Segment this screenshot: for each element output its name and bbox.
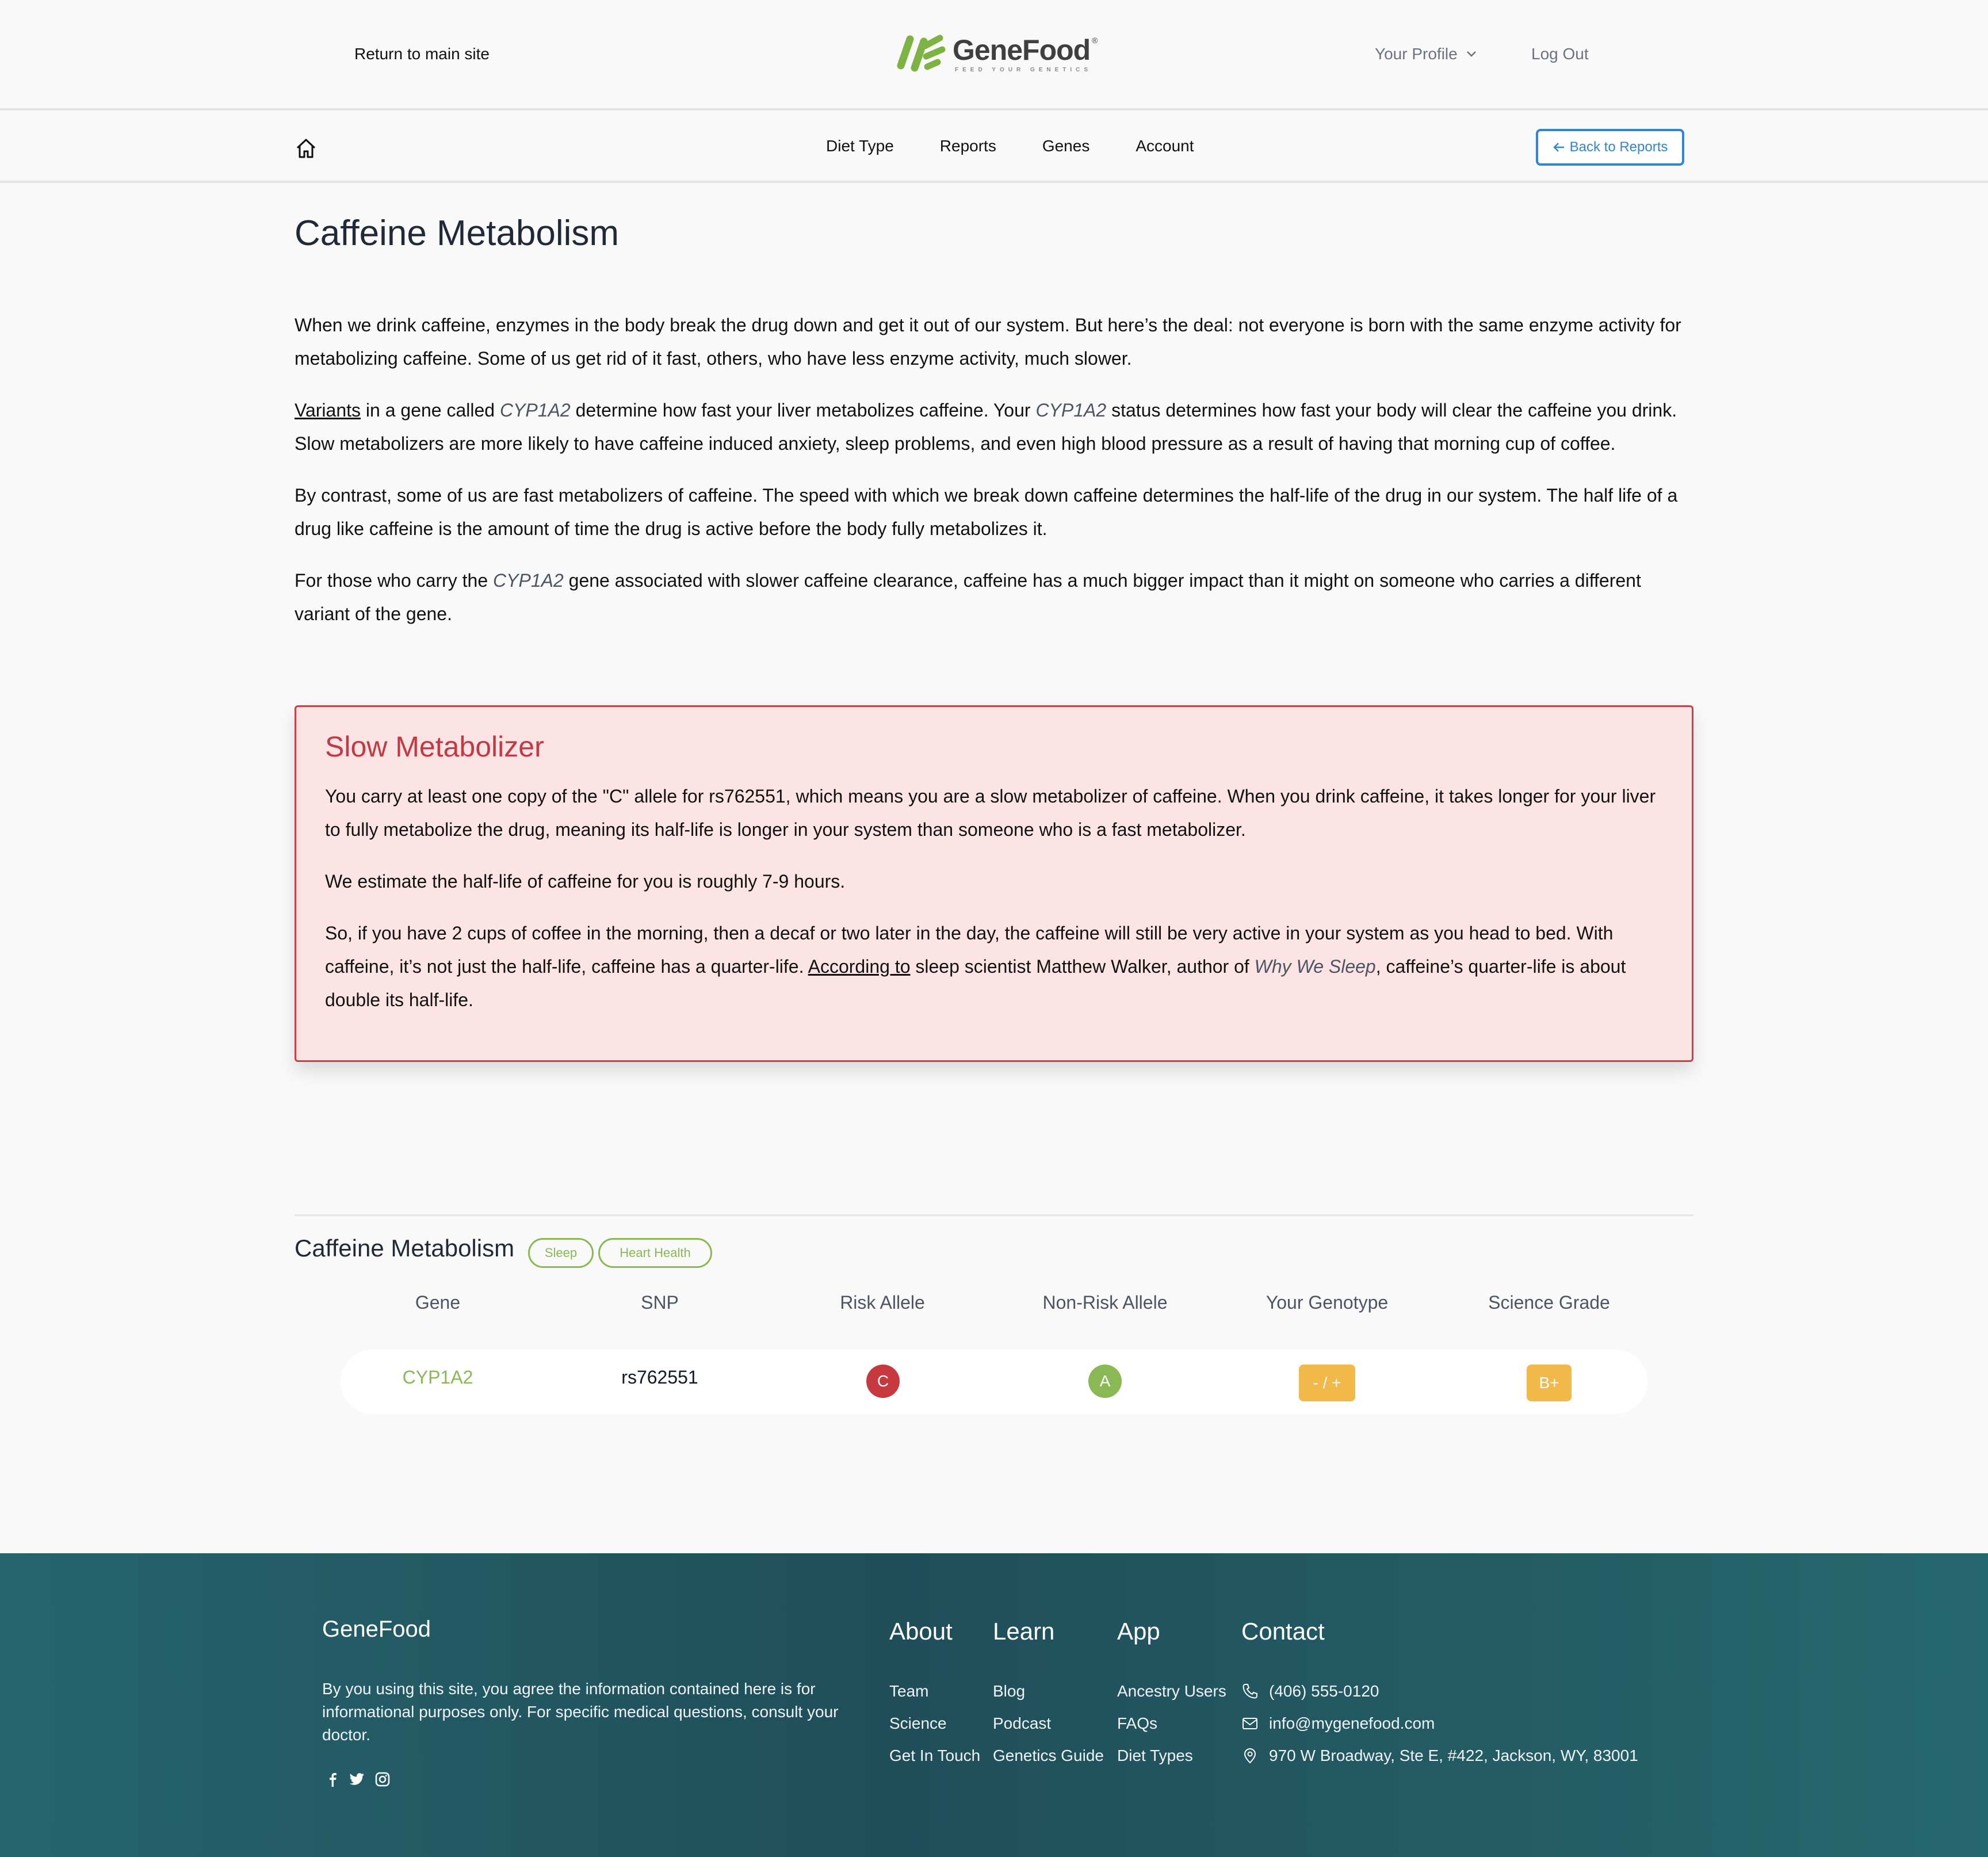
phone-icon <box>1241 1683 1259 1700</box>
chevron-down-icon <box>1466 50 1477 58</box>
gene-name: CYP1A2 <box>499 400 571 421</box>
alert-p3-text-a: So, if you have 2 cups of coffee in the morning, then a decaf or two later in the day, the caffeine will still be very active in your system as you head to bed. With caffeine, it’s not just the half-life, caffeine has a quarter-life. <box>325 923 1614 977</box>
contact-email[interactable] <box>1241 1707 1638 1740</box>
contact-phone[interactable] <box>1241 1675 1638 1707</box>
twitter-icon[interactable] <box>349 1772 365 1786</box>
intro-p4-text-a: For those who carry the <box>295 570 494 591</box>
footer-link-podcast[interactable]: Podcast <box>993 1714 1052 1732</box>
intro-paragraph-3: By contrast, some of us are fast metabolizers of caffeine. The speed with which we break down caffeine determines the half-life of the drug in our system. The half life of a drug like caffeine is the amount of time the drug is active before the body fully metabolizes it. <box>295 485 1678 539</box>
alert-paragraph-3 <box>325 916 1663 1017</box>
contact-phone-text: (406) 555-0120 <box>1269 1682 1379 1700</box>
footer-contact-title: Contact <box>1241 1618 1325 1645</box>
tag-heart-health[interactable]: Heart Health <box>598 1238 712 1268</box>
column-header-science-grade: Science Grade <box>1488 1292 1610 1313</box>
footer-about-list <box>889 1675 980 1772</box>
your-profile-dropdown[interactable] <box>1375 45 1477 63</box>
column-header-risk-allele: Risk Allele <box>840 1292 925 1313</box>
column-header-snp: SNP <box>641 1292 679 1313</box>
contact-address <box>1241 1740 1638 1772</box>
top-header <box>0 0 1988 110</box>
intro-p4-text-b: gene associated with slower caffeine clearance, caffeine has a much bigger impact than it might on someone who carries a different variant of the gene. <box>295 570 1641 624</box>
footer-link-genetics-guide[interactable]: Genetics Guide <box>993 1747 1104 1764</box>
footer-app-title: App <box>1117 1618 1160 1645</box>
logo-registered-mark: ® <box>1092 36 1098 45</box>
footer-brand: GeneFood <box>322 1617 431 1642</box>
social-links <box>327 1772 390 1787</box>
snp-value: rs762551 <box>621 1367 698 1388</box>
nav-genes[interactable]: Genes <box>1042 137 1090 155</box>
footer-about-title: About <box>889 1618 953 1645</box>
contact-email-text: info@mygenefood.com <box>1269 1714 1435 1732</box>
nav-account[interactable]: Account <box>1136 137 1194 155</box>
logo-tagline: FEED YOUR GENETICS <box>955 67 1092 73</box>
intro-paragraph-2 <box>295 393 1689 460</box>
footer-link-get-in-touch[interactable]: Get In Touch <box>889 1747 981 1764</box>
contact-address-text: 970 W Broadway, Ste E, #422, Jackson, WY, 83001 <box>1269 1747 1638 1764</box>
alert-p3-text-b: sleep scientist Matthew Walker, author of <box>910 956 1255 977</box>
gene-link[interactable]: CYP1A2 <box>402 1367 473 1388</box>
log-out-link[interactable]: Log Out <box>1531 45 1589 63</box>
alert-title: Slow Metabolizer <box>325 731 544 763</box>
intro-p2-text-a: in a gene called <box>361 400 500 421</box>
footer-app-list <box>1117 1675 1226 1772</box>
footer-link-science[interactable]: Science <box>889 1714 947 1732</box>
according-to-link[interactable]: According to <box>808 956 911 977</box>
variants-link[interactable]: Variants <box>295 400 361 421</box>
home-icon[interactable] <box>295 137 318 160</box>
slow-metabolizer-alert <box>295 705 1693 1062</box>
arrow-left-icon <box>1553 142 1565 152</box>
nav-links <box>826 137 1194 155</box>
footer-link-faqs[interactable]: FAQs <box>1117 1714 1158 1732</box>
genefood-logo[interactable] <box>889 31 1108 77</box>
back-to-reports-label: Back to Reports <box>1569 139 1668 155</box>
section-divider <box>295 1214 1693 1216</box>
footer-link-team[interactable]: Team <box>889 1682 929 1700</box>
page-title: Caffeine Metabolism <box>295 213 620 253</box>
genotype-badge: - / + <box>1299 1365 1355 1401</box>
intro-p2-text-c: status determines how fast your body will clear the caffeine you drink. Slow metabolizers are more likely to have caffeine induced anxiety, sleep problems, and even high blood pressure as a result of having that morning cup of coffee. <box>295 400 1677 454</box>
footer-learn-list <box>993 1675 1104 1772</box>
instagram-icon[interactable] <box>375 1772 390 1787</box>
nav-reports[interactable]: Reports <box>939 137 996 155</box>
alert-paragraph-1: You carry at least one copy of the "C" allele for rs762551, which means you are a slow metabolizer of caffeine. When you drink caffeine, it takes longer for your liver to fully metabolize the drug, meaning its half-life is longer in your system than someone who is a fast metabolizer. <box>325 786 1656 840</box>
tag-sleep[interactable]: Sleep <box>528 1238 594 1268</box>
genefood-logo-icon <box>889 31 947 77</box>
alert-p3-text-c: , caffeine’s quarter-life is about double its half-life. <box>325 956 1626 1010</box>
intro-paragraph-1: When we drink caffeine, enzymes in the body break the drug down and get it out of our system. But here’s the deal: not everyone is born with the same enzyme activity for metabolizing caffeine. Some of us get rid of it fast, others, who have less enzyme activity, much slower. <box>295 315 1681 369</box>
map-pin-icon <box>1241 1747 1259 1764</box>
intro-p2-text-b: determine how fast your liver metabolizes caffeine. Your <box>570 400 1036 421</box>
logo-wordmark: GeneFood <box>953 34 1091 66</box>
footer-contact-list <box>1241 1675 1638 1772</box>
genes-section-title: Caffeine Metabolism <box>295 1235 515 1262</box>
footer-learn-title: Learn <box>993 1618 1055 1645</box>
column-header-non-risk-allele: Non-Risk Allele <box>1042 1292 1168 1313</box>
footer-disclaimer: By you using this site, you agree the information contained here is for informational purposes only. For specific medical questions, consult your doctor. <box>322 1680 839 1744</box>
footer-link-ancestry-users[interactable]: Ancestry Users <box>1117 1682 1226 1700</box>
non-risk-allele-circle: A <box>1088 1365 1122 1398</box>
nav-diet-type[interactable]: Diet Type <box>826 137 894 155</box>
science-grade-badge: B+ <box>1527 1365 1572 1401</box>
column-header-gene: Gene <box>415 1292 461 1313</box>
back-to-reports-button[interactable] <box>1536 129 1684 166</box>
gene-name: CYP1A2 <box>493 570 564 591</box>
your-profile-label: Your Profile <box>1375 45 1458 63</box>
intro-text <box>295 308 1689 649</box>
column-header-your-genotype: Your Genotype <box>1266 1292 1389 1313</box>
footer-link-blog[interactable]: Blog <box>993 1682 1026 1700</box>
email-icon <box>1241 1715 1259 1732</box>
alert-paragraph-2: We estimate the half-life of caffeine for you is roughly 7-9 hours. <box>325 871 846 892</box>
risk-allele-circle: C <box>866 1365 900 1398</box>
intro-paragraph-4 <box>295 564 1689 631</box>
secondary-nav <box>0 113 1988 183</box>
return-to-main-site-link[interactable]: Return to main site <box>354 45 490 63</box>
footer <box>0 1553 1988 1857</box>
facebook-icon[interactable] <box>327 1772 338 1787</box>
footer-link-diet-types[interactable]: Diet Types <box>1117 1747 1193 1764</box>
book-title: Why We Sleep <box>1254 956 1376 977</box>
gene-name: CYP1A2 <box>1035 400 1107 421</box>
